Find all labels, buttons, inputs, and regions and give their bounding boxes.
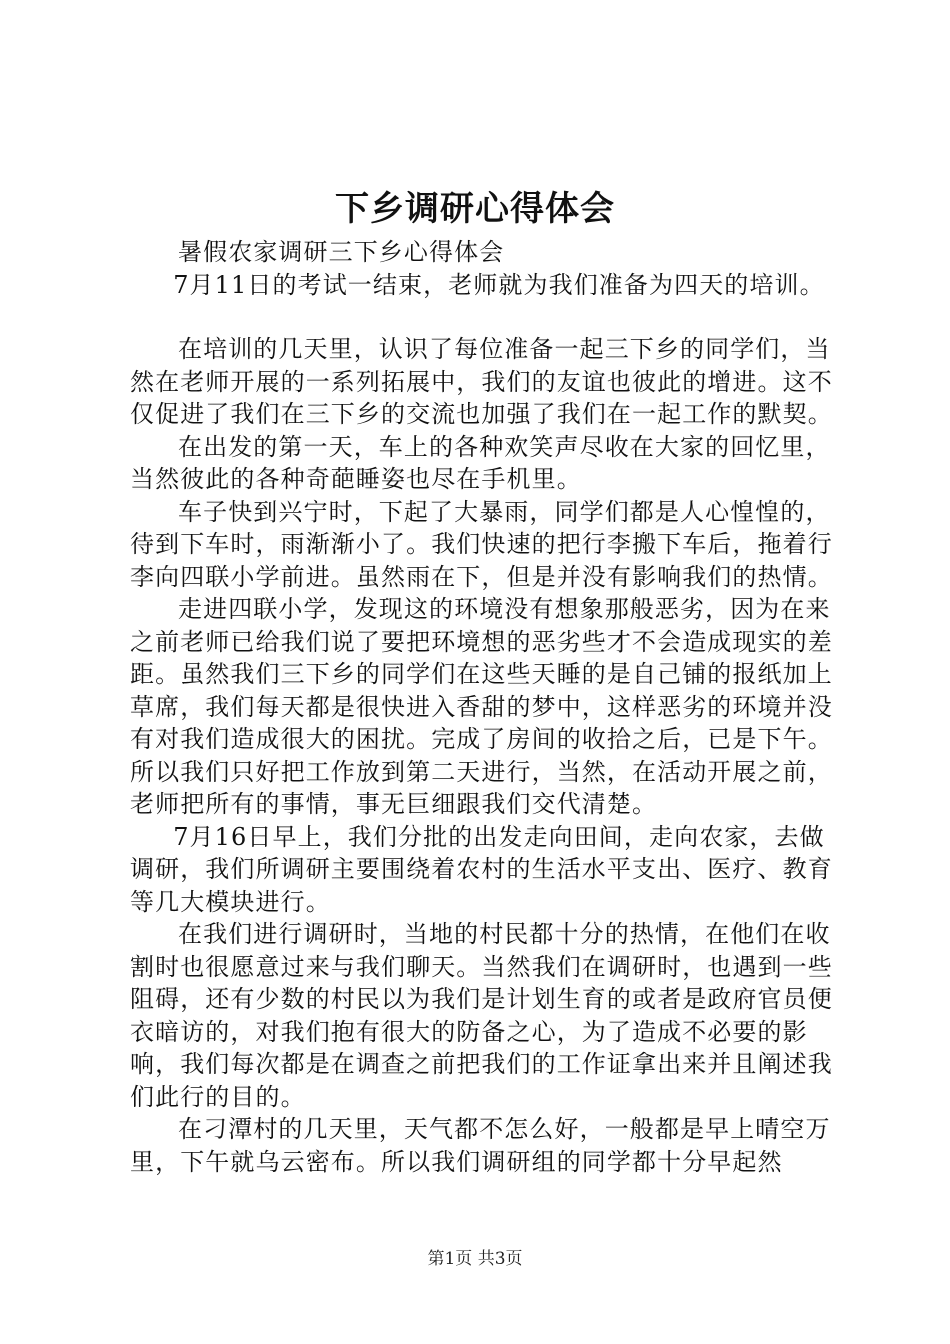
- document-body: [130, 236, 842, 1178]
- body-paragraph-5: 走进四联小学，发现这的环境没有想象那般恶劣，因为在来之前老师已给我们说了要把环境想的恶劣些才不会造成现实的差距。虽然我们三下乡的同学们在这些天睡的是自己铺的报纸加上草席，我们每天都是很快进入香甜的梦中，这样恶劣的环境并没有对我们造成很大的困扰。完成了房间的收拾之后，已是下午。所以我们只好把工作放到第二天进行，当然，在活动开展之前，老师把所有的事情，事无巨细跟我们交代清楚。: [130, 595, 833, 818]
- page-number: 第1页 共3页: [427, 1249, 523, 1269]
- body-paragraph-8: 在刁潭村的几天里，天气都不怎么好，一般都是早上晴空万里，下午就乌云密布。所以我们调研组的同学都十分早起然: [130, 1115, 831, 1176]
- document-title: 下乡调研心得体会: [335, 189, 615, 229]
- body-paragraph-6: 7月16日早上，我们分批的出发走向田间，走向农家，去做调研，我们所调研主要围绕着农村的生活水平支出、医疗、教育等几大模块进行。: [130, 822, 833, 916]
- body-paragraph-2: 在培训的几天里，认识了每位准备一起三下乡的同学们，当然在老师开展的一系列拓展中，我们的友谊也彼此的增进。这不仅促进了我们在三下乡的交流也加强了我们在一起工作的默契。: [130, 335, 833, 428]
- body-paragraph-3: 在出发的第一天，车上的各种欢笑声尽收在大家的回忆里，当然彼此的各种奇葩睡姿也尽在手机里。: [130, 432, 831, 493]
- body-paragraph-1: 7月11日的考试一结束，老师就为我们准备为四天的培训。: [173, 270, 825, 299]
- body-paragraph-7: 在我们进行调研时，当地的村民都十分的热情，在他们在收割时也很愿意过来与我们聊天。当然我们在调研时，也遇到一些阻碍，还有少数的村民以为我们是计划生育的或者是政府官员便衣暗访的，对我们抱有很大的防备之心，为了造成不必要的影响，我们每次都是在调查之前把我们的工作证拿出来并且阐述我们此行的目的。: [130, 920, 833, 1111]
- body-paragraph-4: 车子快到兴宁时，下起了大暴雨，同学们都是人心惶惶的，待到下车时，雨渐渐小了。我们快速的把行李搬下车后，拖着行李向四联小学前进。虽然雨在下，但是并没有影响我们的热情。: [130, 497, 833, 591]
- subtitle-paragraph: 暑假农家调研三下乡心得体会: [178, 238, 505, 266]
